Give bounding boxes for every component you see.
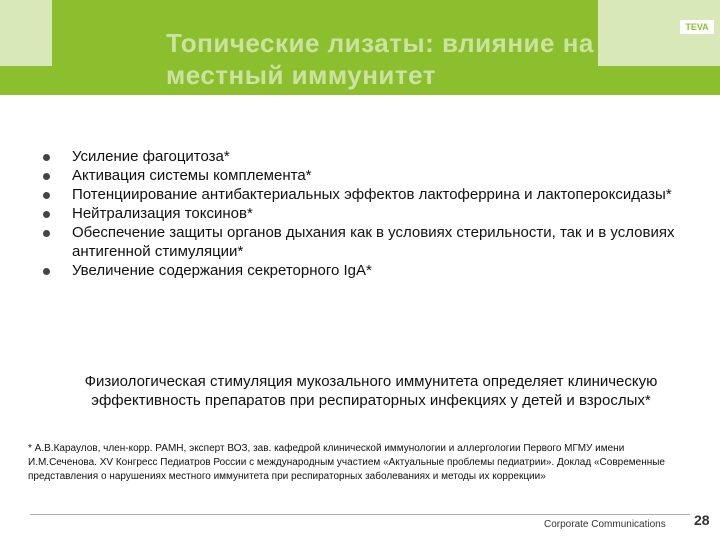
bullet-text: Усиление фагоцитоза* bbox=[72, 148, 230, 165]
bullet-dot-icon bbox=[43, 154, 50, 161]
footnote: * А.В.Караулов, член-корр. РАМН, эксперт ВОЗ, зав. кафедрой клинической иммунологии и аллергологии Первого МГМУ имени И.М.Сеченова. XV Конгресс Педиатров России с международным участием «Актуальные проблемы педиатрии». Доклад «Современные представления о нарушениях местного иммунитета при респираторных заболеваниях и методы их коррекции» bbox=[28, 443, 665, 482]
bullet-dot-icon bbox=[43, 268, 50, 275]
bullet-item bbox=[40, 204, 690, 223]
bullet-text: Потенциирование антибактериальных эффектов лактоферрина и лактопероксидазы* bbox=[72, 186, 672, 203]
bullet-text: Нейтрализация токсинов* bbox=[72, 205, 253, 222]
slide-title-line-2: местный иммунитет bbox=[166, 60, 436, 90]
slide-title-line-1: Топические лизаты: влияние на bbox=[166, 28, 594, 58]
footer-divider bbox=[30, 514, 690, 515]
bullet-item bbox=[40, 166, 690, 185]
bullet-list bbox=[40, 147, 690, 280]
bullet-item bbox=[40, 223, 690, 261]
footer-label: Corporate Communications bbox=[544, 519, 666, 530]
bullet-item bbox=[40, 147, 690, 166]
bullet-item bbox=[40, 185, 690, 204]
bullet-dot-icon bbox=[43, 211, 50, 218]
summary-statement: Физиологическая стимуляция мукозального иммунитета определяет клиническую эффективность препаратов при респираторных инфекциях у детей и взрослых* bbox=[84, 373, 658, 409]
bullet-dot-icon bbox=[43, 192, 50, 199]
teva-logo: TEVA bbox=[680, 20, 714, 34]
bullet-item bbox=[40, 261, 690, 280]
bullet-text: Увеличение содержания секреторного IgA* bbox=[72, 262, 372, 279]
page-number: 28 bbox=[694, 512, 710, 528]
bullet-dot-icon bbox=[43, 230, 50, 237]
bullet-text: Активация системы комплемента* bbox=[72, 167, 312, 184]
slide-header bbox=[0, 0, 720, 95]
bullet-dot-icon bbox=[43, 173, 50, 180]
bullet-text: Обеспечение защиты органов дыхания как в условиях стерильности, так и в условиях антигенной стимуляции* bbox=[72, 224, 675, 260]
header-left-block bbox=[0, 0, 52, 66]
